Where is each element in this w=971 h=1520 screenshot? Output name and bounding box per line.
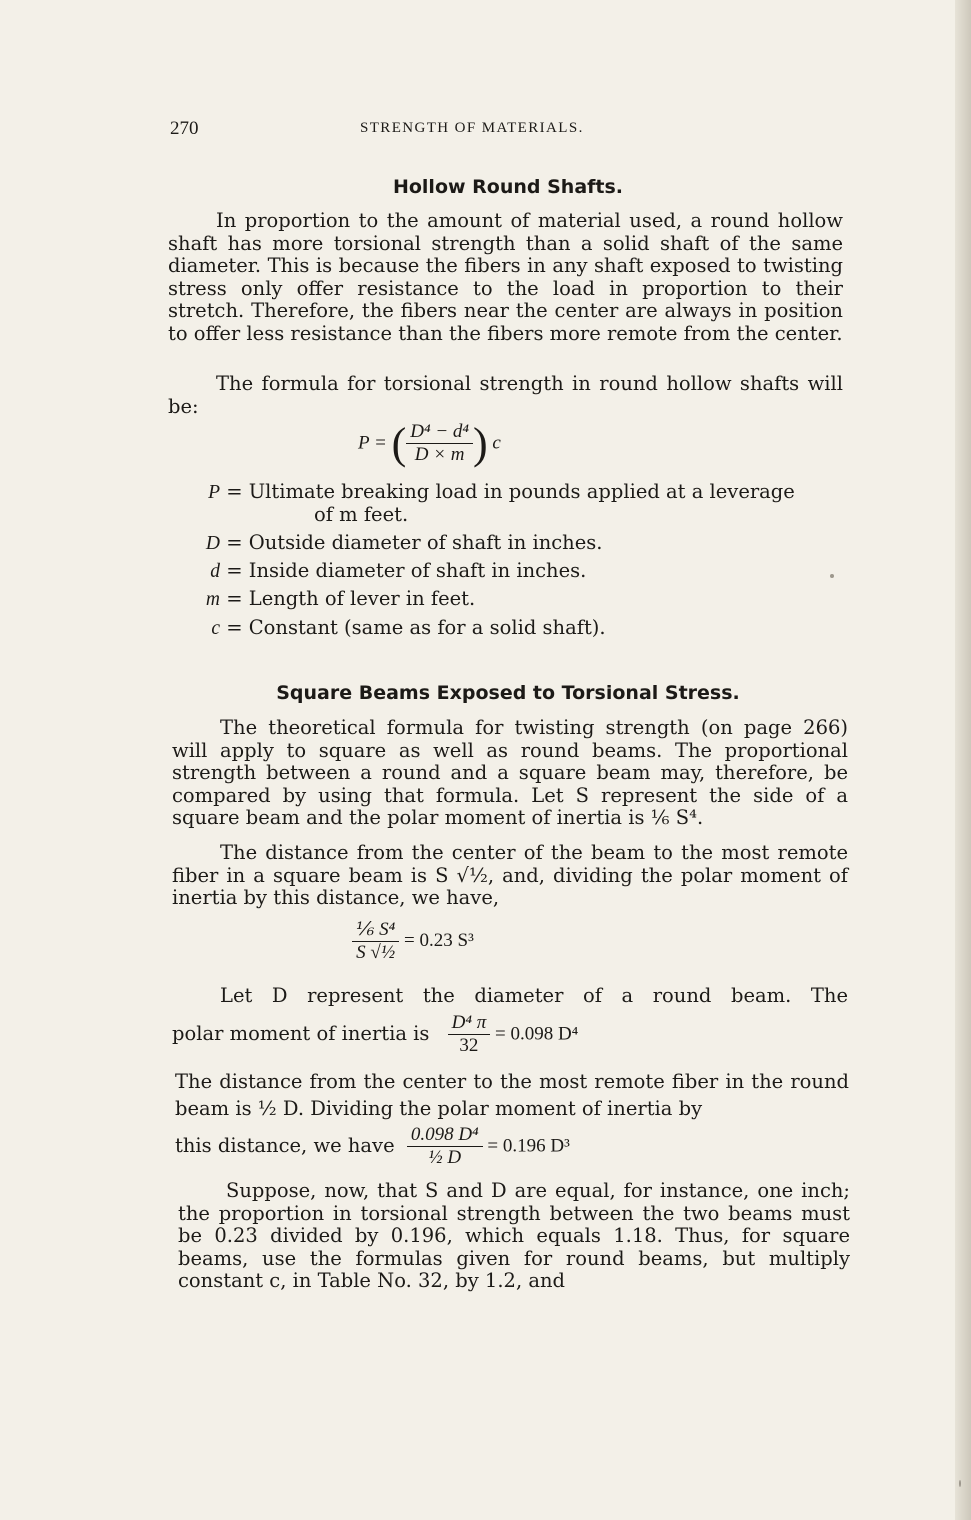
definition-row: D = Outside diameter of shaft in inches.: [205, 531, 603, 554]
definition-row: d = Inside diameter of shaft in inches.: [210, 559, 587, 582]
formula-fraction: [406, 421, 473, 466]
equation-round-ratio: this distance, we have $\frac{\text{0.098 D⁴}}{\text{½ D}}$ = 0.196 D³: [175, 1124, 570, 1168]
section-heading-square-beams: Square Beams Exposed to Torsional Stress.: [276, 682, 740, 704]
formula-lhs: P =: [358, 432, 387, 454]
paragraph: Suppose, now, that S and D are equal, for instance, one inch; the proportion in torsional strength between the two beams must be 0.23 divided by 0.196, which equals 1.18. Thus, for square beams, use the formulas given for round beams, but multiply constant c, in Table No. 32, by 1.2, and: [178, 1179, 850, 1292]
paper-speck: [830, 574, 834, 578]
running-title: STRENGTH OF MATERIALS.: [360, 120, 584, 136]
paragraph: In proportion to the amount of material used, a round hollow shaft has more torsional strength than a solid shaft of the same diameter. This is because the fibers in any shaft exposed to twisting stress only offer resistance to the load in proportion to their stretch. Therefore, the fibers near the center are always in position to offer less resistance than the fibers more remote from the center.: [168, 209, 843, 345]
equation-result: = 0.23 S³: [404, 930, 474, 951]
page-number: 270: [170, 118, 199, 139]
equation-result: = 0.196 D³: [487, 1135, 570, 1157]
equation-fraction: $\frac{\text{0.098 D⁴}}{\text{½ D}}$: [407, 1124, 483, 1169]
equation-round-polar-moment: polar moment of inertia is $\frac{\text{D⁴ π}}{32}$ = 0.098 D⁴: [172, 1012, 579, 1056]
page-edge-shadow: [955, 0, 971, 1520]
paragraph: The formula for torsional strength in round hollow shafts will be:: [168, 372, 843, 418]
definition-row: m = Length of lever in feet.: [205, 587, 476, 610]
formula-constant: c: [492, 432, 501, 454]
equation-result: = 0.098 D⁴: [494, 1023, 579, 1045]
paper-speck: [959, 1480, 961, 1487]
paragraph: The distance from the center of the beam to the most remote fiber in a square beam is S √½, and, dividing the polar moment of inertia by this distance, we have,: [172, 841, 848, 909]
definition-row: P = Ultimate breaking load in pounds applied at a leverage: [208, 480, 795, 503]
paragraph: Let D represent the diameter of a round beam. The: [220, 984, 848, 1007]
formula-denominator: D × m: [414, 444, 465, 465]
formula-hollow-shaft: P = ( $\frac{\text{D⁴ − d⁴}}{D \times m}$ ) c: [358, 419, 501, 468]
paragraph: The theoretical formula for twisting strength (on page 266) will apply to square as well as round beams. The proportional strength between a round and a square beam may, therefore, be compared by using that formula. Let S represent the side of a square beam and the polar moment of inertia is ⅙ S⁴.: [172, 716, 848, 829]
equation-square-ratio: [352, 918, 474, 964]
formula-numerator: D⁴ − d⁴: [406, 421, 473, 444]
definition-row-continued: of m feet.: [314, 503, 409, 526]
definition-row: c = Constant (same as for a solid shaft).: [211, 616, 606, 639]
paragraph: The distance from the center to the most remote fiber in the round beam is ½ D. Dividing the polar moment of inertia by: [175, 1070, 849, 1120]
section-heading-hollow-shafts: Hollow Round Shafts.: [392, 176, 624, 198]
equation-fraction: $\frac{\text{D⁴ π}}{32}$: [448, 1012, 491, 1057]
equation-fraction: $\frac{\text{⅙ S⁴}}{\text{S √½}}$: [352, 918, 399, 964]
